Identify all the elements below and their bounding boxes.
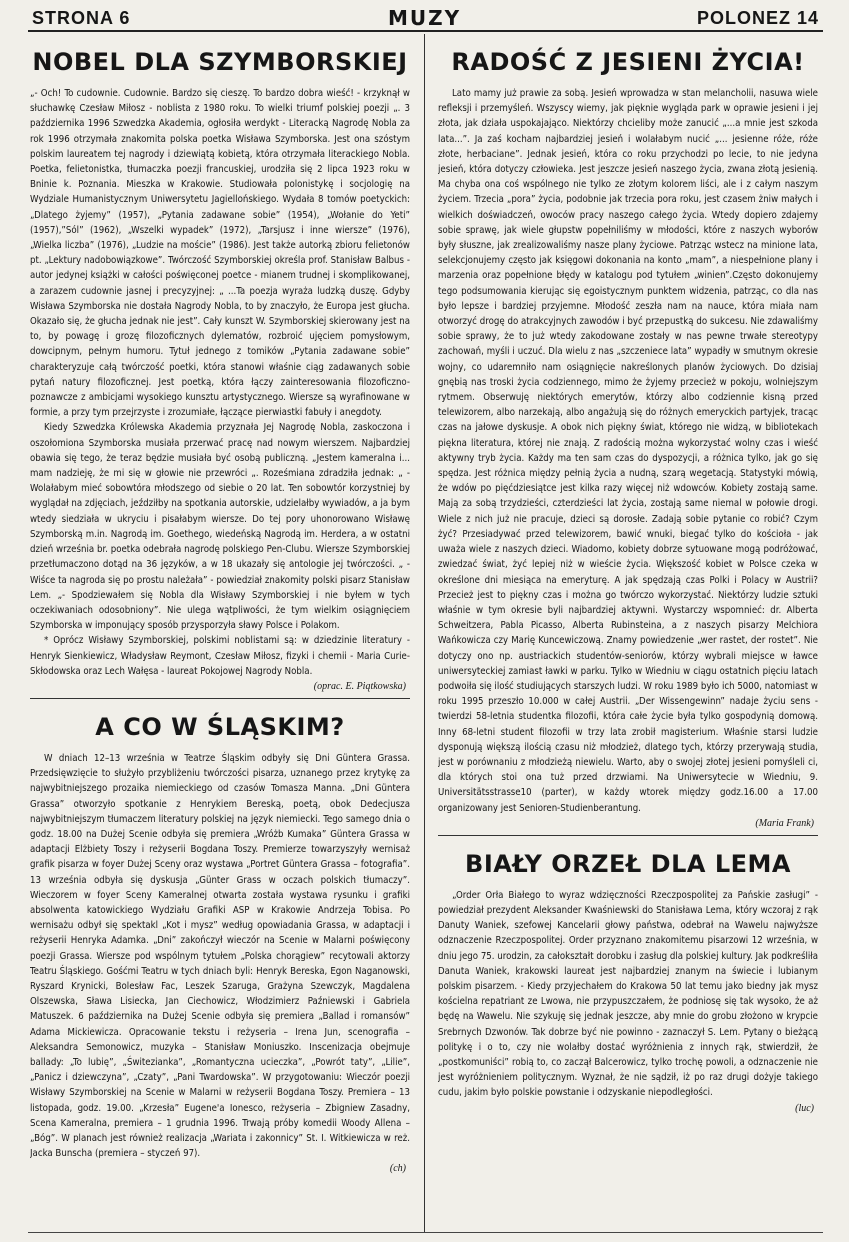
section-rule: [438, 835, 818, 836]
paragraph: „Order Orła Białego to wyraz wdzięczności Rzeczpospolitej za Pańskie zasługi” - powiedział prezydent Aleksander Kwaśniewski do Stanisława Lema, który wczoraj z rąk Danuty Waniek, szefowej Kancelarii głowy państwa, odebrał na Wawelu najwyższe odznaczenie Rzeczpospolitej. Order przyznano znakomitemu pisarzowi 12 września, w dniu jego 75. urodzin, za całokształt dorobku i zasług dla polskiej kultury. Jak podkreśliła Danuta Waniek, krakowski laureat jest najbardziej znanym na świecie i lubianym polskim pisarzem. - Kiedy przyjechałem do Krakowa 50 lat temu jako biedny jak mysz kościelna repatriant ze Lwowa, nie przypuszczałem, że podniosę się tak wysoko, że aż będę na Wawelu. Nie szykuję się jednak jeszcze, aby mnie do grobu złożono w krypcie Srebrnych Dzwonów. Tak dobrze być nie powinno - zaznaczył S. Lem. Pytany o bieżącą politykę i o to, czy nie wolałby dostać wyróżnienia z innych rąk, stwierdził, że „postkomuniści” robią to, co zaczął Balcerowicz, tylko trochę powoli, a odznaczenie nie jest wyróżnieniem politycznym. Wyznał, że nie sądził, iż po raz drugi dożyje takiego cudu, jakim było polskie powstanie i odzyskanie niepodległości.: [438, 889, 818, 1099]
page-header: [28, 6, 823, 30]
footer-rule: [28, 1232, 823, 1233]
article-signature: (luc): [795, 1102, 814, 1114]
paragraph: W dniach 12–13 września w Teatrze Śląskim odbyły się Dni Güntera Grassa. Przedsięwzięcie to służyło przybliżeniu twórczości pisarza, uznanego przez krytykę za najwybitniejszego prozaika niemieckiego od czasów Tomasza Manna. „Dni Güntera Grassa” otworzyło spotkanie z Henrykiem Bereską, poetą, obok Dedecjusza najwybitniejszym tłumaczem literatury polskiej na język niemiecki. Tego samego dnia o godz. 18.00 na Dużej Scenie odbyła się premiera „Wróżb Kumaka” Güntera Grassa w adaptacji Elżbiety Toszy i reżyserii Bogdana Toszy. Premierze towarzyszyły wernisaż grafik pisarza w foyer Dużej Sceny oraz wystawa „Portret Güntera Grassa – fotografia”. 13 września odbyła się dyskusja „Günter Grass w oczach polskich tłumaczy”. Wieczorem w foyer Sceny Kameralnej otwarta została wystawa rysunku i grafiki absolwenta katowickiego Wydziału Grafiki ASP w Krakowie Andrzeja Tobisa. Po wernisażu odbył się spektakl „Kot i mysz” według opowiadania Grassa, w adaptacji i reżyserii Henryka Adamka. „Dni” zakończył wieczór na Scenie w Malarni poświęcony poezji Grassa. Wiersze pod wspólnym tytułem „Polska chorągiew” recytowali aktorzy Teatru Śląskiego. Gośćmi Teatru w tych dniach byli: Henryk Bereska, Egon Naganowski, Ryszard Krynicki, Bolesław Fac, Leszek Szaruga, Grażyna Szewczyk, Magdalena Olszewska, Sława Lisiecka, Jan Ciechowicz, Włodzimierz Paźniewski i Gabriela Matuszek. 6 października na Dużej Scenie odbyła się premiera „Ballad i romansów” Adama Mickiewicza. Opracowanie tekstu i reżyseria – Irena Jun, scenografia – Aleksandra Semonowicz, muzyka – Stanisław Moniuszko. Inscenizacja obejmuje ballady: „To lubię”, „Świtezianka”, „Romantyczna ucieczka”, „Powrót taty”, „Lilie”, „Panicz i dziewczyna”, „Czaty”, „Pani Twardowska”. W przygotowaniu: Wieczór poezji Wisławy Szymborskiej na Scenie w Malarni w reżyserii Bogdana Toszy. Premiera – 13 listopada, godz. 19.00. „Krzesła” Eugene'a Ionesco, reżyseria – Zbigniew Zasadny, Scena Kameralna, premiera – 1 grudnia 1996. Trwają próby komedii Woody Allena – „Bóg”. W planach jest również realizacja „Wariata i zakonnicy” St. I. Witkiewicza w reż. Jacka Bunscha (premiera – styczeń 97).: [30, 752, 410, 1160]
paragraph: * Oprócz Wisławy Szymborskiej, polskimi noblistami są: w dziedzinie literatury - Henryk Sienkiewicz, Władysław Reymont, Czesław Miłosz, fizyki i chemii - Maria Curie-Skłodowska oraz Lech Wałęsa - laureat Pokojowej Nagrody Nobla.: [30, 635, 410, 677]
issue-label: POLONEZ 14: [696, 8, 819, 28]
paragraph: Kiedy Szwedzka Królewska Akademia przyznała Jej Nagrodę Nobla, zaskoczona i oszołomiona Szymborska musiała przerwać pracę nad nowym wierszem. Najbardziej obawia się tego, że teraz będzie musiała być osobą publiczną. „Jestem kameralna i... mam nadzieję, że mi się w głowie nie przewróci „. Roześmiana zdradziła jednak: „ - Wolałabym mieć sobowtóra młodszego od siebie o 20 lat. Ten sobowtór korzystniej by wyglądał na zdjęciach, jeździłby na spotkania autorskie, udzielałby wywiadów, a ja bym wtedy siedziała w ukryciu i pisałabym wiersze. Do tej pory uhonorowano Wisławę Szymborską m.in. Nagrodą im. Goethego, wiedeńską Nagrodą im. Herdera, a w ostatni dzień września br. poetka odebrała nagrodę polskiego Pen-Clubu. Wiersze Szymborskiej przetłumaczono dotąd na 36 języków, a w 18 ukazały się antologie jej twórczości. „ - Wiśce ta nagroda się po prostu należała” - powiedział znakomity polski pisarz Stanisław Lem. „- Spodziewałem się Nobla dla Wisławy Szymborskiej i nie byłem w tych oczekiwaniach odosobniony”. Nie ulega wątpliwości, że tym wielkim osiągnięciem Szymborska w imponujący sposób przysporzyła sławy Polsce i Polakom.: [30, 422, 410, 632]
article-body: [30, 751, 410, 1161]
paragraph: „- Och! To cudownie. Cudownie. Bardzo się cieszę. To bardzo dobra wieść! - krzyknął w słuchawkę Czesław Miłosz - noblista z 1980 roku. To wielki triumf polskiej poezji „. 3 października 1996 Szwedzka Akademia, ogłosiła werdykt - Literacką Nagrodę Nobla za rok 1996 otrzymała znakomita polska poetka Wisława Szymborska. Jest ona szóstym polskim laureatem tej nagrody i dziewiątą kobietą, która otrzymała literackiego Nobla. Poetka, felietonistka, tłumaczka poezji francuskiej, urodziła się 2 lipca 1923 roku w Bninie k. Poznania. Mieszka w Krakowie. Studiowała polonistykę i socjologię na Wydziale Humanistycznym Uniwersytetu Jagiellońskiego. Wydała 8 tomów poetyckich: „Dlatego żyjemy” (1957), „Pytania zadawane sobie” (1954), „Wołanie do Yeti” (1957),”Sól” (1962), „Wszelki wypadek” (1972), „Tarsjusz i inne wiersze” (1976), „Wielka liczba” (1976), „Ludzie na moście” (1986). Jest także autorką zbioru felietonów pt. „Lektury nadobowiązkowe”. Twórczość Szymborskiej określa prof. Stanisław Balbus - autor jedynej książki w całości poświęconej poetce - mianem trudnej i skomplikowanej, a zarazem cudownie jasnej i precyzyjnej: „ ...Ta poezja wyraża ludzką duszę. Gdyby Wisława Szymborska nie dostała Nagrody Nobla, to by znaczyło, że Europa jest głucha. Okazało się, że głucha jednak nie jest”. Cały kunszt W. Szymborskiej skierowany jest na to, by powagę i grozę filozoficznych dylematów, rozbroić ujęciem pomysłowym, dowcipnym, pełnym humoru. Tytuł jednego z tomików „Pytania zadawane sobie” charakteryzuje całą twórczość poetki, która stanowi właśnie ciąg zadawanych sobie pytań natury filozoficznej. Jest poetką, która łączy zainteresowania filozoficzno-poznawcze z ambicjami wysokiego kunsztu artystycznego. Wiersze są wyrafinowane w formie, a przy tym przejrzyste i zrozumiałe, łączące pierwiastki fabuły i anegdoty.: [30, 88, 410, 419]
section-rule: [30, 698, 410, 699]
article-title: A CO W ŚLĄSKIM?: [95, 712, 345, 741]
article-signature: (ch): [389, 1163, 406, 1175]
article-lem: [438, 850, 818, 1114]
article-title: RADOŚĆ Z JESIENI ŻYCIA!: [451, 48, 805, 76]
article-body: [438, 86, 818, 816]
paragraph: Lato mamy już prawie za sobą. Jesień wprowadza w stan melancholii, nasuwa wiele refleksji i przemyśleń. Wszyscy wiemy, jak pięknie wygląda park w oprawie jesieni i jej złota, jak działa uspokajająco. Niektórzy chcieliby może zanucić „...a mnie jest szkoda lata...”. Ja zaś kocham najbardziej jesień i wolałabym nucić „... jesienne róże, róże złote, herbaciane”. Jednak jesień, która co roku przychodzi po lecie, to nie jedyna jesień, która dotyczy człowieka. Jest jeszcze jesień naszego życia, zwana złotą jesienią. Ma chyba ona coś wspólnego nie tylko ze złotym kolorem liści, ale i z całym naszym życiem. Trzecia „pora” życia, podobnie jak trzecia pora roku, jest czasem żniw małych i wielkich doświadczeń, owoców pracy naszego całego życia. Wtedy dopiero zdajemy sobie sprawę, jak wiele głupstw popełniliśmy w młodości, które z naszych wyborów były słuszne, jak zrealizowaliśmy nasze plany życiowe. Patrząc wstecz na minione lata, selekcjonujemy często jak księgowi dokonania na konto „mam”, a niespełnione plany i marzenia oraz popełnione błędy w katalogu pod tytułem „winien”.Często dokonujemy tego podsumowania kierując się egoistycznym punktem widzenia, patrząc, co dla nas było lepsze i bardziej przyjemne. Młodość zeszła nam na nauce, która miała nam otworzyć drogę do atrakcyjnych zawodów i być przepustką do sukcesu. Nie zdawaliśmy sobie sprawy, że to już wtedy zakodowane zostały w nas pewne trwałe stereotypy zachowań, myśli i uczuć. Dla wielu z nas „szczeniece lata” wypadły w smutnym okresie wojny, co udaremniło nam osiągnięcie nakreślonych planów życiowych. Do dzisiaj gnębią nas troski życia codziennego, mimo że żyjemy przecież w pokoju, wolniejszym rytmem. Obserwuję niektórych emerytów, którzy albo codziennie kisną przed telewizorem, albo narzekają, albo angażują się do różnych emeryckich partyjek, tracąc czas na jałowe dyskusje. A obok nich piękny świat, którego nie widzą, w bibliotekach piękna literatura, której nie znają. Z radością można wykorzystać wolny czas i wieść aktywny tryb życia. Każdy ma ten sam czas do dyspozycji, a różnica tylko, jak go się spędza. Jest różnica między pełnią życia a nudną, szarą wegetacją. Statystyki mówią, że wdów po pięćdziesiątce jest kilka razy więcej niż wdowców. Kobiety zostają same. Mają za sobą trzydzieści, czterdzieści lat życia, zostają same niemal w połowie drogi. Wiele z nich już nie pracuje, dzieci są dorosłe. Zadają sobie pytanie co robić? Czym żyć? Przesiadywać przed telewizorem, bawić wnuki, biegać tylko do kościoła - jak uważa wiele z naszych dzieci. Wiadomo, kobiety dobrze sytuowane mogą podróżować, zwiedzać świat, żyć lepiej niż w wieście życia. Większość kobiet w Polsce czeka w określone dni miesiąca na emeryturę. A jak spędzają czas Polki i Polacy w Austrii? Przecież jest to piękny czas i można go twórczo wykorzystać. Niektórzy ludzie sztuki właśnie w tym okresie byli najbardziej aktywni. Wystarczy wspomnieć: dr. Alberta Schweitzera, Pabla Picasso, Alberta Rubinsteina, a z naszych pisarzy Melchiora Wańkowicza czy Marię Kuncewiczową. Znamy powiedzenie „wer rastet, der rostet”. Nie dotyczy ono np. austriackich studentów-seniorów, którzy wybrali miejsce w ławce uniwersyteckiej zamiast ławki w parku. Tylko w Wiedniu w ciągu ostatnich pięciu latach podwoiła się ilość studiujących starszych ludzi. W roku 1989 było ich 5000, natomiast w roku 1995 przeszło 10.000 w całej Austrii. „Der Wissengewinn” nadaje życiu sens - twierdzi 58-letnia studentka filozofii, która całe życie była tylko gospodynią domową. Inny 68-letni student filozofii w trzy lata zrobił magisterium. Właśnie starsi ludzie dysponują większą ilością czasu niż młodzież, dlatego tych, którzy przerywają studia, jest w porównaniu z młodzieżą niewielu. Warto, aby o swojej złotej jesieni pomyśleli ci, dla których stoi ona tuż przed drzwiami. Na Uniwersytecie w Wiedniu, 9. Universitätsstrasse10 (parter), w każdy wtorek między godz.16.00 a 17.00 organizowany jest Senioren-Studienberantung.: [438, 88, 818, 814]
article-body: [438, 888, 818, 1101]
article-body: [30, 86, 410, 679]
article-jesien: [438, 48, 818, 829]
right-column: [438, 34, 818, 1230]
left-column: [30, 34, 410, 1230]
article-title: NOBEL DLA SZYMBORSKIEJ: [32, 48, 408, 76]
article-signature: (Maria Frank): [755, 817, 814, 829]
column-divider: [424, 34, 425, 1232]
article-title: BIAŁY ORZEŁ DLA LEMA: [465, 849, 791, 878]
article-signature: (oprac. E. Piątkowska): [313, 680, 406, 692]
article-slaski: [30, 713, 410, 1174]
header-rule: [28, 30, 823, 32]
page-number: STRONA 6: [32, 8, 131, 28]
article-nobel: [30, 48, 410, 692]
section-title: MUZY: [388, 6, 462, 30]
